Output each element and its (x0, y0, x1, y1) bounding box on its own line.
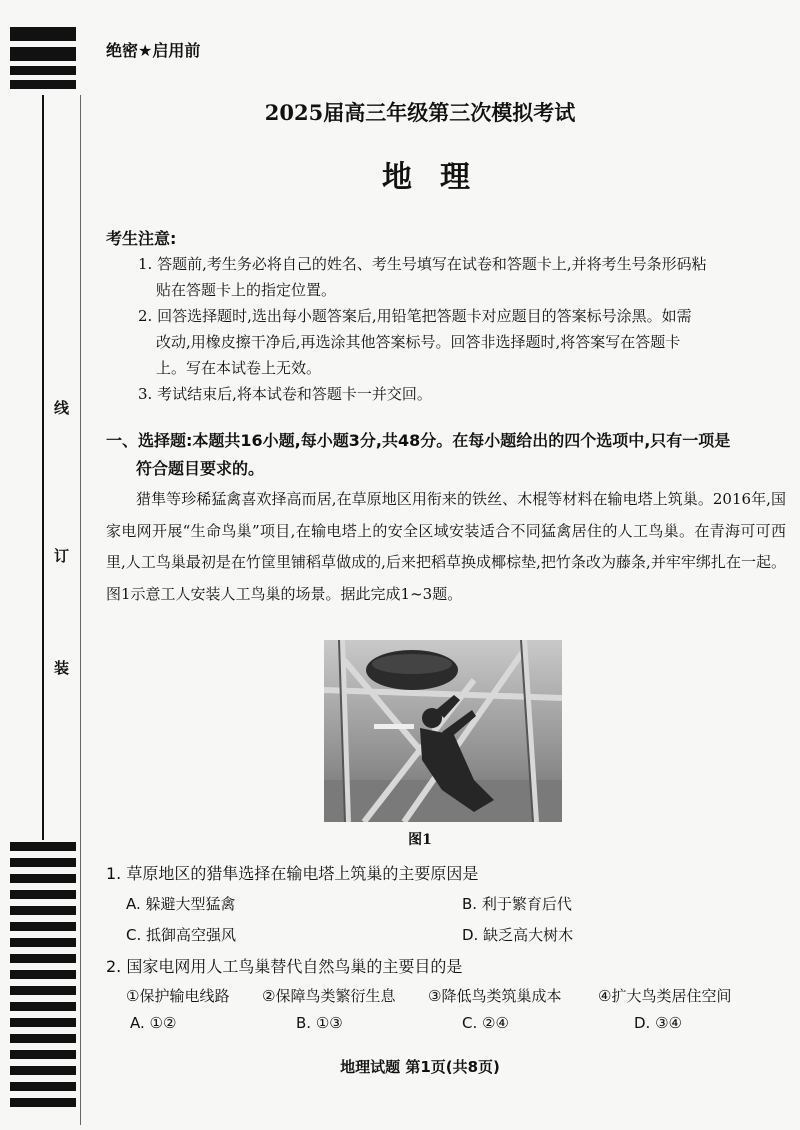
question-2-option-b: B. ①③ (296, 1014, 343, 1032)
barcode-bar (10, 874, 76, 883)
barcode-bar (10, 1002, 76, 1011)
notice-heading: 考生注意: (106, 229, 177, 248)
page-footer: 地理试题 第1页(共8页) (340, 1058, 500, 1076)
question-2-choice-4: ④扩大鸟类居住空间 (598, 987, 732, 1005)
barcode-bar (10, 80, 76, 89)
barcode-bar (10, 1098, 76, 1107)
question-2-choice-1: ①保护输电线路 (126, 987, 230, 1005)
notice-line: 1. 答题前,考生务必将自己的姓名、考生号填写在试卷和答题卡上,并将考生号条形码粘 (138, 255, 707, 273)
question-2-option-d: D. ③④ (634, 1014, 682, 1032)
notice-line: 贴在答题卡上的指定位置。 (156, 281, 337, 299)
section-heading-line: 一、选择题:本题共16小题,每小题3分,共48分。在每小题给出的四个选项中,只有一项是 (106, 431, 731, 450)
question-2-choice-3: ③降低鸟类筑巢成本 (428, 987, 562, 1005)
barcode-bar (10, 66, 76, 75)
figure-photo (324, 640, 562, 822)
section-heading (106, 427, 786, 483)
tower-crossbar (374, 724, 414, 729)
barcode-bar (10, 922, 76, 931)
question-1-option-c: C. 抵御高空强风 (126, 926, 237, 944)
barcode-bar (10, 890, 76, 899)
confidential-label: 绝密★启用前 (106, 41, 201, 60)
barcode-bar (10, 47, 76, 61)
figure-caption: 图1 (408, 832, 432, 848)
barcode-bar (10, 970, 76, 979)
nest-top (372, 654, 452, 674)
binding-line (42, 95, 44, 840)
notice-line: 改动,用橡皮擦干净后,再选涂其他答案标号。回答非选择题时,将答案写在答题卡 (156, 333, 681, 351)
notice-line: 2. 回答选择题时,选出每小题答案后,用铅笔把答题卡对应题目的答案标号涂黑。如需 (138, 307, 692, 325)
binding-char-xian: 线 (52, 400, 70, 415)
reading-passage (106, 484, 786, 610)
question-1-option-d: D. 缺乏高大树木 (462, 926, 574, 944)
notice-item-1 (138, 251, 778, 303)
barcode-bar (10, 1082, 76, 1091)
section-heading-line: 符合题目要求的。 (136, 459, 265, 478)
notice-line: 3. 考试结束后,将本试卷和答题卡一并交回。 (138, 385, 432, 403)
barcode-bar (10, 938, 76, 947)
margin-rule (80, 95, 81, 1125)
passage-text: 猎隼等珍稀猛禽喜欢择高而居,在草原地区用衔来的铁丝、木棍等材料在输电塔上筑巢。2016年,国家电网开展“生命鸟巢”项目,在输电塔上的安全区域安装适合不同猛禽居住的人工鸟巢。在青海可可西里,人工鸟巢最初是在竹筐里铺稻草做成的,后来把稻草换成椰棕垫,把竹条改为藤条,并牢牢绑扎在一起。图1示意工人安装人工鸟巢的场景。据此完成1~3题。 (106, 490, 786, 603)
question-2-choice-2: ②保障鸟类繁衍生息 (262, 987, 396, 1005)
exam-title: 2025届高三年级第三次模拟考试 (264, 100, 576, 125)
binding-char-zhuang: 装 (52, 660, 70, 675)
notice-line: 上。写在本试卷上无效。 (156, 359, 322, 377)
question-1-option-a: A. 躲避大型猛禽 (126, 895, 236, 913)
question-2-option-a: A. ①② (130, 1014, 177, 1032)
question-1-stem: 1. 草原地区的猎隼选择在输电塔上筑巢的主要原因是 (106, 864, 479, 883)
binding-char-ding: 订 (52, 548, 70, 563)
barcode-bar (10, 1018, 76, 1027)
barcode-bar (10, 27, 76, 41)
barcode-bar (10, 986, 76, 995)
question-2-option-c: C. ②④ (462, 1014, 509, 1032)
barcode-bar (10, 954, 76, 963)
barcode-bar (10, 906, 76, 915)
notice-item-2 (138, 303, 778, 381)
question-2-stem: 2. 国家电网用人工鸟巢替代自然鸟巢的主要目的是 (106, 957, 463, 976)
barcode-bar (10, 858, 76, 867)
question-1-option-b: B. 利于繁育后代 (462, 895, 572, 913)
notice-item-3 (138, 381, 778, 407)
barcode-bar (10, 1034, 76, 1043)
subject-title: 地理 (382, 160, 498, 195)
